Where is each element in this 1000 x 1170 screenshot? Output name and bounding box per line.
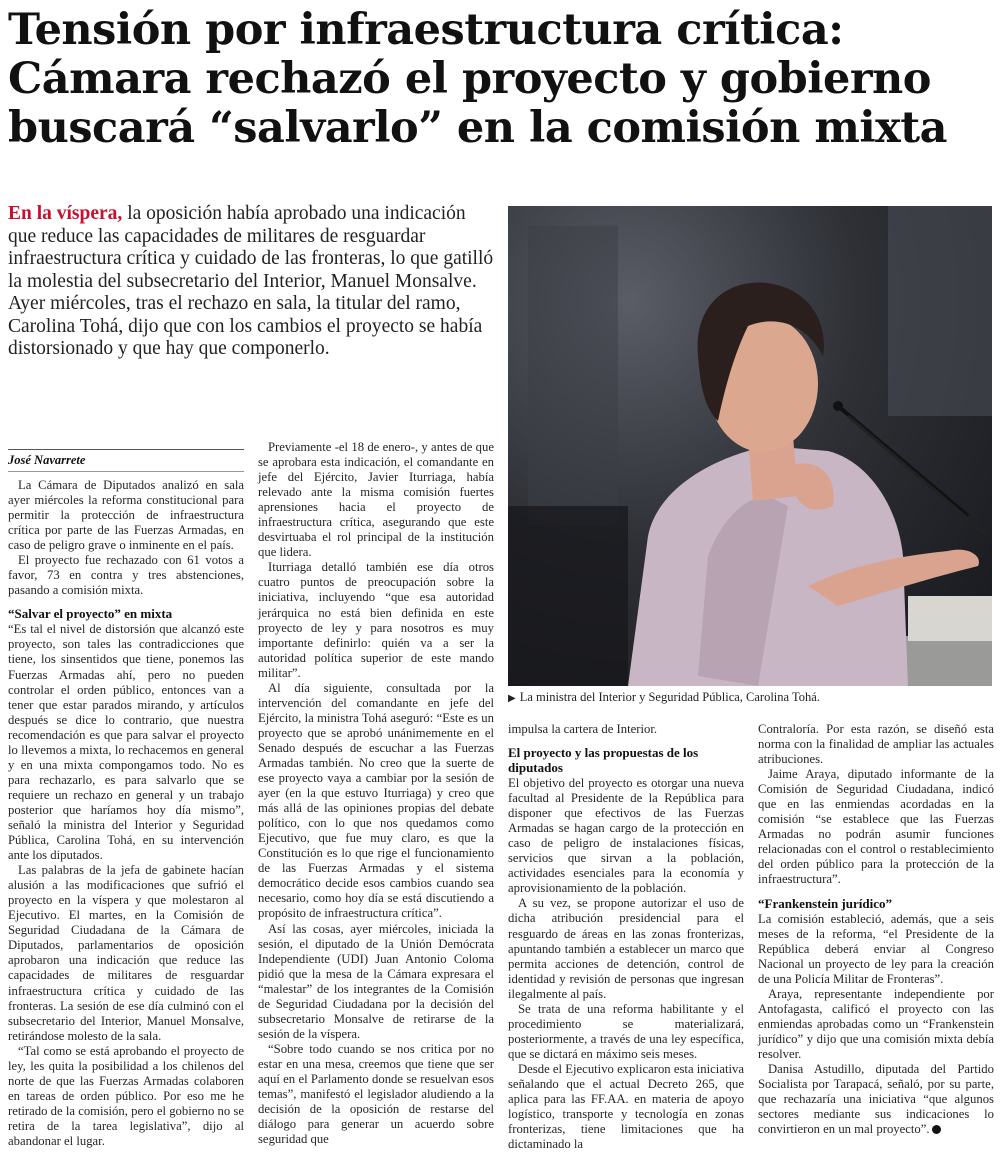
byline-rule-bottom [8, 471, 244, 472]
lead-paragraph [8, 203, 496, 361]
column-2 [258, 440, 494, 1165]
paragraph: Así las cosas, ayer miércoles, iniciada la sesión, el diputado de la Unión Demócrata Independiente (UDI) Juan Antonio Coloma pidió que la mesa de la Cámara expresara el “malestar” de los integrantes de la Comisión de Seguridad Ciudadana por la decisión del subsecretario Monsalve de retirarse de la sesión de la víspera. [258, 921, 494, 1041]
paragraph: Jaime Araya, diputado informante de la Comisión de Seguridad Ciudadana, indicó que en las enmiendas acordadas en la comisión “se establece que las Fuerzas Armadas no podrán asumir funciones relacionadas con el control o restablecimiento del orden público para la protección de la infraestructura”. [758, 767, 994, 887]
paragraph: El objetivo del proyecto es otorgar una nueva facultad al Presidente de la República para disponer que efectivos de las Fuerzas Armadas se hagan cargo de la protección en caso de peligro de instalaciones físicas, servicios que sirvan a la población, actividades esenciales para la economía y aprovisionamiento de la población. [508, 776, 744, 896]
paragraph: La Cámara de Diputados analizó en sala ayer miércoles la reforma constitucional para permitir la protección de infraestructura crítica por parte de las Fuerzas Armadas, en caso de peligro grave o inminente en el país. [8, 478, 244, 553]
paragraph: Previamente -el 18 de enero-, y antes de que se aprobara esta indicación, el comandante en jefe del Ejército, Javier Iturriaga, había relevado ante la misma comisión fuertes aprensiones hacia el proyecto de infraestructura crítica, asegurando que este desvirtuaba el rol principal de la institución que lidera. [258, 440, 494, 560]
paragraph: Al día siguiente, consultada por la intervención del comandante en jefe del Ejército, la ministra Tohá aseguró: “Este es un proyecto que se aprobó unánimemente en el Senado después de escuchar a las Fuerzas Armadas también. No creo que la suerte de ese proyecto vaya a cambiar por la sesión de ayer (en la que estuvo Iturriaga) y creo que más allá de las opiniones propias del debate político, con lo que nos quedamos como Ejecutivo, que fue muy claro, es que la Constitución es lo que rige el funcionamiento de las Fuerzas Armadas y el sistema democrático decide esos cambios cuando sea necesario, como hoy día se está discutiendo a propósito de infraestructura crítica”. [258, 680, 494, 921]
byline-rule-top [8, 449, 244, 450]
paragraph: Desde el Ejecutivo explicaron esta iniciativa señalando que el actual Decreto 265, que aplica para las FF.AA. en materia de apoyo logístico, transporte y tecnología en zonas fronterizas, tiene limitaciones que ha dictaminado la [508, 1061, 744, 1152]
photo-caption [508, 690, 992, 706]
paragraph: Las palabras de la jefa de gabinete hacían alusión a las modificaciones que sufrió el proyecto en la víspera y que molestaron al Ejecutivo. El martes, en la Comisión de Seguridad Ciudadana de la Cámara de Diputados, parlamentarios de oposición aprobaron una indicación que reduce las capacidades de militares de resguardar infraestructura crítica y cuidado de las fronteras. La sesión de ese día culminó con el subsecretario del Interior, Manuel Monsalve, retirándose molesto de la sala. [8, 863, 244, 1043]
paragraph: impulsa la cartera de Interior. [508, 722, 658, 736]
paragraph-text: Danisa Astudillo, diputada del Partido Socialista por Tarapacá, señaló, por su parte, que rechazaría una iniciativa “que algunos sectores mediante sus indicaciones lo convirtieron en un mal proyecto”. [758, 1061, 994, 1137]
paragraph: “Sobre todo cuando se nos critica por no estar en una mesa, creemos que tiene que ser aquí en el Parlamento donde se resuelvan esos temas”, manifestó el legislador aludiendo a la decisión de la oposición de restarse del diálogo para generar un acuerdo sobre seguridad que [258, 1041, 494, 1147]
photo-illustration [508, 206, 992, 686]
paragraph: Se trata de una reforma habilitante y el procedimiento se materializará, posteriormente, a través de una ley específica, que se dictará en máximo seis meses. [508, 1001, 744, 1061]
paragraph [758, 1062, 994, 1137]
paragraph: Araya, representante independiente por Antofagasta, calificó el proyecto con las enmiendas aprobadas como un “Frankenstein jurídico” y dijo que una comisión mixta debía resolver. [758, 986, 994, 1061]
paragraph: Iturriaga detalló también ese día otros cuatro puntos de preocupación sobre la iniciativa, incluyendo “que esa autoridad jerárquica no está bien definida en este proyecto de ley y para nosotros es muy importante definirlo: quién va a ser la autoridad política superior de este mando militar”. [258, 560, 494, 680]
column-1 [8, 449, 244, 1164]
byline: José Navarrete [8, 453, 86, 467]
lead-kicker: En la víspera, [8, 203, 123, 224]
paragraph: Contraloría. Por esta razón, se diseñó esta norma con la finalidad de ampliar las actuales atribuciones. [758, 722, 994, 767]
paragraph: “Tal como se está aprobando el proyecto de ley, les quita la posibilidad a los chilenos del norte de que las Fuerzas Armadas colaboren en tareas de orden público. Por eso me he retirado de la comisión, pero el gobierno no se retira de la tarea legislativa”, dijo al abandonar el lugar. [8, 1043, 244, 1148]
subheading: “Salvar el proyecto” en mixta [8, 606, 173, 622]
caption-text: La ministra del Interior y Seguridad Pública, Carolina Tohá. [519, 690, 820, 704]
column-4 [758, 722, 994, 1166]
end-of-article-icon [932, 1125, 941, 1134]
lead-text: la oposición había aprobado una indicación que reduce las capacidades de militares de resguardar infraestructura crítica y cuidado de las fronteras, lo que gatilló la molestia del subsecretario del Interior, Manuel Monsalve. Ayer miércoles, tras el rechazo en sala, la titular del ramo, Carolina Tohá, dijo que con los cambios el proyecto se había distorsionado y que hay que componerlo. [8, 203, 494, 359]
column-3 [508, 722, 744, 1166]
subheading: El proyecto y las propuestas de los diputados [508, 745, 699, 776]
headline: Tensión por infraestructura crítica: Cámara rechazó el proyecto y gobierno buscará “salvarlo” en la comisión mixta [8, 5, 948, 153]
paragraph: “Es tal el nivel de distorsión que alcanzó este proyecto, son tales las contradicciones que tiene, los sinsentidos que tiene, ponemos las Fuerzas Armadas ahí, pero no pueden controlar el orden público, entonces van a tener que estar parados mirando, y artículos después se dice lo contrario, que nuestra recomendación es que para salvar el proyecto lo llevemos a mixta, lo rechacemos en general y en una mixta compongamos todo. No es para rechazarlo, es para salvarlo que se requiere un rechazo en general y un trabajo posterior que haríamos hoy día mismo”, señaló la ministra del Interior y Seguridad Pública, Carolina Tohá, en su intervención ante los diputados. [8, 622, 244, 863]
paragraph: A su vez, se propone autorizar el uso de dicha atribución presidencial para el resguardo de áreas en las zonas fronterizas, apuntando también a establecer un marco que permita acciones de detención, control de identidad y revisión de personas que ingresan ilegalmente al país. [508, 896, 744, 1001]
paragraph: El proyecto fue rechazado con 61 votos a favor, 73 en contra y tres abstenciones, pasando a comisión mixta. [8, 553, 244, 598]
article-photo [508, 206, 992, 686]
caption-arrow-icon: ▶ [508, 693, 516, 704]
subheading: “Frankenstein jurídico” [758, 895, 892, 911]
paragraph: La comisión estableció, además, que a seis meses de la reforma, “el Presidente de la República deberá enviar al Congreso Nacional un proyecto de ley para la creación de una Policía Militar de Fronteras”. [758, 911, 994, 986]
